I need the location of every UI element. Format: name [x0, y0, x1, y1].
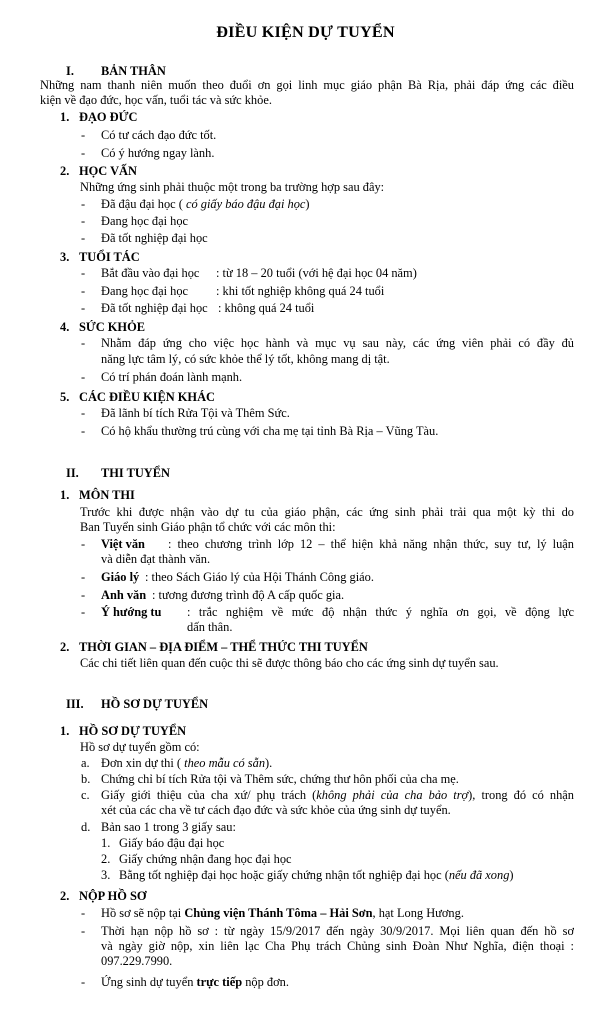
list-item: [0, 975, 611, 991]
bullet-dash: -: [81, 128, 86, 142]
list-item-text: Đã tốt nghiệp đại học: [101, 231, 208, 245]
list-item-text: Có ý hướng ngay lành.: [101, 146, 215, 160]
list-item-text: Có trí phán đoán lành mạnh.: [101, 370, 243, 384]
text-run: Ứng sinh dự tuyển: [101, 975, 197, 989]
section-title: THI TUYỂN: [101, 466, 170, 480]
subject-label: Ý hướng tu: [101, 605, 162, 619]
bullet-dash: -: [81, 570, 86, 584]
lettered-item: [0, 756, 611, 772]
text-run: Đã đậu đại học (: [101, 197, 186, 211]
subsection-title: MÔN THI: [79, 488, 135, 502]
subsection-heading: [0, 110, 611, 126]
list-item: [0, 214, 611, 230]
item-text: xét của các cha về tư cách đạo đức và sức khỏe của ứng sinh dự tuyển.: [101, 803, 451, 817]
paragraph-text: Các chi tiết liên quan đến cuộc thi sẽ được thông báo cho các ứng sinh dự tuyển sau.: [80, 656, 499, 670]
subsection-number: 2.: [60, 164, 70, 178]
text-run-italic: theo mẫu có sẵn: [184, 756, 266, 770]
subsection-title: TUỔI TÁC: [79, 250, 140, 264]
age-row: [0, 266, 611, 282]
list-item: [0, 424, 611, 440]
list-item-text: Có tư cách đạo đức tốt.: [101, 128, 217, 142]
paragraph-line: [0, 656, 611, 672]
section-number: III.: [66, 697, 84, 711]
paragraph-line: kiện về đạo đức, học vấn, tuổi tác và sức khỏe.: [40, 93, 272, 107]
bullet-dash: -: [81, 146, 86, 160]
bullet-dash: -: [81, 284, 86, 298]
numbered-subitem: [0, 836, 611, 852]
age-row: [0, 301, 611, 317]
subsection-heading: [0, 320, 611, 336]
section-number: I.: [66, 64, 74, 78]
subsection-title: CÁC ĐIỀU KIỆN KHÁC: [79, 390, 215, 404]
subject-label: Việt văn: [101, 537, 145, 551]
text-run: ): [305, 197, 310, 211]
subject-desc: và diễn đạt thành văn.: [101, 552, 211, 566]
subsection-title: NỘP HỒ SƠ: [79, 889, 147, 903]
numbered-subitem: [0, 852, 611, 868]
lettered-item: [0, 820, 611, 836]
section-number: II.: [66, 466, 79, 480]
list-item-text: 097.229.7990.: [101, 954, 173, 968]
age-label: Đã tốt nghiệp đại học: [101, 301, 208, 315]
section-title: BẢN THÂN: [101, 64, 166, 78]
item-text: Chứng chỉ bí tích Rửa tội và Thêm sức, chứng thư hôn phối của cha mẹ.: [101, 772, 459, 786]
text-run-bold: Chủng viện Thánh Tôma – Hải Sơn: [184, 906, 373, 920]
document-title: ĐIỀU KIỆN DỰ TUYỂN: [216, 23, 395, 41]
paragraph-line: Những nam thanh niên muốn theo đuổi ơn gọi linh mục giáo phận Bà Rịa, phải đáp ứng các điều: [40, 78, 574, 92]
bullet-dash: -: [81, 301, 86, 315]
text-run: ): [509, 868, 514, 882]
age-label: Bắt đầu vào đại học: [101, 266, 200, 280]
subject-desc: : theo chương trình lớp 12 – thể hiện khả năng nhận thức, suy tư, lý luận: [168, 537, 574, 551]
bullet-dash: -: [81, 605, 86, 619]
text-run: ), trong đó có nhận: [468, 788, 574, 802]
paragraph-text: Những ứng sinh phải thuộc một trong ba trường hợp sau đây:: [80, 180, 385, 194]
bullet-dash: -: [81, 924, 86, 938]
subsection-number: 4.: [60, 320, 70, 334]
subject-desc: : tương đương trình độ A cấp quốc gia.: [152, 588, 345, 602]
subitem-text: Giấy chứng nhận đang học đại học: [119, 852, 292, 866]
text-run: Đơn xin dự thi (: [101, 756, 185, 770]
subject-desc: : trắc nghiệm về mức độ nhận thức ý nghĩa ơn gọi, về động lực: [187, 605, 574, 619]
paragraph-line: Trước khi được nhận vào dự tu của giáo phận, các ứng sinh phải trải qua một kỳ thi do: [80, 505, 574, 519]
bullet-dash: -: [81, 406, 86, 420]
subsection-number: 3.: [60, 250, 70, 264]
subject-desc: : theo Sách Giáo lý của Hội Thánh Công giáo.: [145, 570, 374, 584]
section-heading: [0, 697, 611, 713]
numbered-subitem: [0, 868, 611, 884]
subitem-text: Giấy báo đậu đại học: [119, 836, 225, 850]
list-item: [0, 231, 611, 247]
subsection-title: SỨC KHỎE: [79, 320, 145, 334]
subsection-heading: [0, 889, 611, 905]
bullet-dash: -: [81, 266, 86, 280]
item-text: [101, 788, 574, 803]
list-item-text: Có hộ khẩu thường trú cùng với cha mẹ tại tỉnh Bà Rịa – Vũng Tàu.: [101, 424, 439, 438]
subsection-title: ĐẠO ĐỨC: [79, 110, 138, 124]
list-item-text: [101, 906, 464, 921]
subsection-title: HỌC VẤN: [79, 164, 137, 178]
bullet-dash: -: [81, 906, 86, 920]
text-run-italic: không phải của cha bảo trợ: [316, 788, 469, 802]
list-item-text: [101, 975, 289, 990]
item-text: [101, 756, 272, 771]
text-run-italic: nếu đã xong: [448, 868, 510, 882]
subsection-heading: [0, 164, 611, 180]
subsection-number: 1.: [60, 110, 70, 124]
text-run: ).: [265, 756, 273, 770]
list-item: [0, 906, 611, 922]
age-value: : từ 18 – 20 tuổi (với hệ đại học 04 năm): [216, 266, 417, 280]
text-run: , hạt Long Hương.: [372, 906, 464, 920]
item-text: Bản sao 1 trong 3 giấy sau:: [101, 820, 236, 834]
paragraph-line: [0, 740, 611, 756]
item-letter: a.: [81, 756, 90, 770]
list-item-text: năng lực tâm lý, có sức khỏe thể lý tốt, không mang dị tật.: [101, 352, 390, 366]
subject-label: Anh văn: [101, 588, 147, 602]
list-item-text: và ngày giờ nộp, xin liên lạc Cha Phụ trách Chủng sinh Đoàn Như Nghĩa, điện thoại :: [101, 939, 574, 953]
bullet-dash: -: [81, 336, 86, 350]
list-item-text: Thời hạn nộp hồ sơ : từ ngày 15/9/2017 đến ngày 30/9/2017. Mọi liên quan đến hồ sơ: [101, 924, 574, 938]
list-item-text: Đang học đại học: [101, 214, 189, 228]
item-letter: c.: [81, 788, 90, 802]
paragraph-line: [0, 180, 611, 196]
age-label: Đang học đại học: [101, 284, 189, 298]
lettered-item: [0, 772, 611, 788]
section-title: HỒ SƠ DỰ TUYỂN: [101, 697, 209, 711]
list-item: [0, 370, 611, 386]
bullet-dash: -: [81, 537, 86, 551]
exam-subject: [0, 570, 611, 586]
bullet-dash: -: [81, 231, 86, 245]
bullet-dash: -: [81, 370, 86, 384]
subsection-heading: [0, 724, 611, 740]
subsection-title: THỜI GIAN – ĐỊA ĐIỂM – THỂ THỨC THI TUYỂN: [79, 640, 368, 654]
subsection-heading: [0, 390, 611, 406]
subsection-number: 5.: [60, 390, 70, 404]
text-run: Bằng tốt nghiệp đại học hoặc giấy chứng nhận tốt nghiệp đại học (: [119, 868, 449, 882]
text-run: Giấy giới thiệu của cha xứ/ phụ trách (: [101, 788, 317, 802]
subsection-number: 1.: [60, 488, 70, 502]
list-item-text: Nhằm đáp ứng cho việc học hành và mục vụ sau này, các ứng viên phải có đầy đủ: [101, 336, 574, 350]
list-item-text: [101, 197, 310, 212]
age-value: : khi tốt nghiệp không quá 24 tuổi: [216, 284, 385, 298]
subitem-text: [119, 868, 514, 883]
bullet-dash: -: [81, 197, 86, 211]
list-item: [0, 197, 611, 213]
subsection-number: 2.: [60, 889, 70, 903]
text-run: nộp đơn.: [242, 975, 289, 989]
item-letter: d.: [81, 820, 91, 834]
paragraph-line: Ban Tuyển sinh Giáo phận tổ chức với các môn thi:: [80, 520, 336, 534]
subitem-number: 2.: [101, 852, 111, 866]
text-run-italic: có giấy báo đậu đại học: [185, 197, 306, 211]
bullet-dash: -: [81, 424, 86, 438]
item-letter: b.: [81, 772, 91, 786]
list-item: [0, 406, 611, 422]
list-item-text: Đã lãnh bí tích Rửa Tội và Thêm Sức.: [101, 406, 290, 420]
subitem-number: 1.: [101, 836, 111, 850]
bullet-dash: -: [81, 214, 86, 228]
subsection-number: 2.: [60, 640, 70, 654]
exam-subject: [0, 588, 611, 604]
text-run: Hồ sơ sẽ nộp tại: [101, 906, 185, 920]
subsection-heading: [0, 250, 611, 266]
subject-desc: dấn thân.: [187, 620, 233, 634]
bullet-dash: -: [81, 588, 86, 602]
text-run-bold: trực tiếp: [196, 975, 243, 989]
subsection-heading: [0, 488, 611, 504]
subject-label: Giáo lý: [101, 570, 140, 584]
age-value: : không quá 24 tuổi: [218, 301, 315, 315]
list-item: [0, 128, 611, 144]
list-item: [0, 146, 611, 162]
section-heading: [0, 466, 611, 482]
bullet-dash: -: [81, 975, 86, 989]
subsection-number: 1.: [60, 724, 70, 738]
age-row: [0, 284, 611, 300]
paragraph-text: Hồ sơ dự tuyển gồm có:: [80, 740, 200, 754]
subsection-heading: [0, 640, 611, 656]
subitem-number: 3.: [101, 868, 111, 882]
subsection-title: HỒ SƠ DỰ TUYỂN: [79, 724, 187, 738]
